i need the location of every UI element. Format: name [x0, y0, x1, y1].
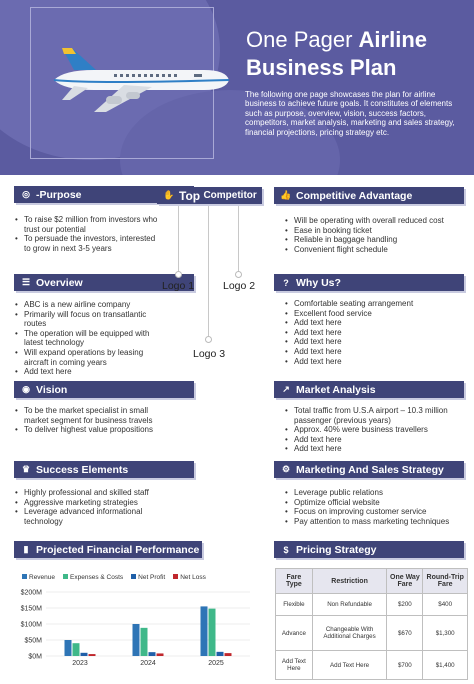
bar: [141, 628, 148, 656]
legend-label: Expenses & Costs: [70, 574, 124, 581]
list-item: • To deliver highest value propositions: [14, 425, 164, 435]
list-item: • Add text here: [284, 328, 456, 338]
bar: [157, 653, 164, 656]
list-item: • ABC is a new airline company: [14, 300, 164, 310]
overview-header: ☰ Overview: [14, 274, 194, 291]
connector-dot: [175, 271, 182, 278]
table-cell: $200: [387, 594, 423, 616]
bar: [217, 652, 224, 656]
list-item: • Excellent food service: [284, 309, 456, 319]
list-item: • Leverage advanced informational technology: [14, 507, 164, 526]
pricing-header: $ Pricing Strategy: [274, 541, 464, 558]
list-item: • To persuade the investors, interested to grow in next 3-5 years: [14, 234, 164, 253]
connector-line: [208, 206, 209, 336]
list-item: • Comfortable seating arrangement: [284, 299, 456, 309]
competitor-logo-1: Logo 1: [162, 280, 195, 292]
y-tick-label: $50M: [24, 637, 42, 645]
list-item: • Add text here: [284, 337, 456, 347]
table-cell: Changeable With Additional Charges: [312, 616, 387, 651]
bar: [209, 609, 216, 656]
table-cell: Add Text Here: [312, 651, 387, 680]
hero-banner: [0, 0, 474, 175]
list-item: • Leverage public relations: [284, 488, 464, 498]
legend-label: Revenue: [29, 574, 56, 581]
competitor-logo-3: Logo 3: [193, 348, 226, 360]
connector-line: [238, 206, 239, 272]
bar: [73, 643, 80, 656]
financial-header: ▮ Projected Financial Performance: [14, 541, 202, 558]
question-icon: ?: [283, 277, 289, 288]
y-tick-label: $100M: [20, 621, 42, 629]
legend-label: Net Profit: [138, 574, 166, 581]
list-item: • The operation will be equipped with latest technology: [14, 329, 164, 348]
list-icon: ☰: [21, 277, 31, 287]
whyus-header: ? Why Us?: [274, 274, 464, 291]
money-icon: $: [283, 544, 289, 555]
x-tick-label: 2024: [140, 660, 156, 667]
table-cell: $670: [387, 616, 423, 651]
list-item: • Add text here: [284, 347, 456, 357]
list-item: • To raise $2 million from investors who trust our potential: [14, 215, 164, 234]
target-icon: ◎: [22, 189, 30, 199]
connector-dot: [235, 271, 242, 278]
list-item: • Aggressive marketing strategies: [14, 498, 164, 508]
thumbs-up-icon: 👍: [280, 190, 292, 200]
marketing-header: ⚙ Marketing And Sales Strategy: [274, 461, 464, 478]
list-item: • Highly professional and skilled staff: [14, 488, 164, 498]
list-item: • Add text here: [284, 357, 456, 367]
success-header: ♛ Success Elements: [14, 461, 194, 478]
table-header-row: [276, 569, 468, 594]
gear-icon: ⚙: [281, 464, 291, 474]
eye-icon: ◉: [22, 384, 30, 394]
list-item: • Optimize official website: [284, 498, 464, 508]
bar: [65, 640, 72, 656]
vision-header: ◉ Vision: [14, 381, 194, 398]
table-header: Fare Type: [276, 569, 313, 594]
legend-label: Net Loss: [180, 574, 206, 581]
list-item: • Add text here: [14, 367, 164, 377]
market-header: ↗ Market Analysis: [274, 381, 464, 398]
connector-line: [178, 206, 179, 272]
y-tick-label: $200M: [20, 589, 42, 597]
table-header: One Way Fare: [387, 569, 423, 594]
list-item: • Will be operating with overall reduced cost: [284, 216, 456, 226]
list-item: • Reliable in baggage handling: [284, 235, 456, 245]
competitor-logo-2: Logo 2: [223, 280, 256, 292]
table-cell: Advance: [276, 616, 313, 651]
table-cell: Non Refundable: [312, 594, 387, 616]
competitor-header: ✋ Top Competitor: [157, 187, 262, 204]
pricing-table: [275, 568, 468, 680]
bar-chart-icon: ▮: [23, 544, 29, 554]
x-tick-label: 2023: [72, 660, 88, 667]
bar: [81, 653, 88, 656]
purpose-list: [14, 215, 164, 253]
table-cell: $700: [387, 651, 423, 680]
bar: [149, 652, 156, 656]
list-item: • Focus on improving customer service: [284, 507, 464, 517]
table-cell: Add Text Here: [276, 651, 313, 680]
whyus-list: [284, 299, 456, 366]
bar: [89, 654, 96, 656]
list-item: • Approx. 40% were business travellers: [284, 425, 456, 435]
table-row: [276, 616, 468, 651]
y-tick-label: $0M: [28, 653, 42, 661]
table-row: [276, 594, 468, 616]
table-cell: $1,300: [423, 616, 468, 651]
x-tick-label: 2025: [208, 660, 224, 667]
table-header: Restriction: [312, 569, 387, 594]
purpose-header: ◎ -Purpose: [14, 186, 194, 203]
connector-dot: [205, 336, 212, 343]
list-item: • Ease in booking ticket: [284, 226, 456, 236]
bar: [225, 653, 232, 656]
list-item: • Convenient flight schedule: [284, 245, 456, 255]
advantage-header: 👍 Competitive Advantage: [274, 187, 464, 204]
table-cell: Flexible: [276, 594, 313, 616]
marketing-list: [284, 488, 464, 526]
list-item: • Will expand operations by leasing aircraft in coming years: [14, 348, 164, 367]
bar: [133, 624, 140, 656]
success-list: [14, 488, 164, 526]
trophy-icon: ♛: [21, 464, 31, 474]
financial-chart: [0, 568, 262, 684]
market-list: [284, 406, 456, 454]
list-item: • Add text here: [284, 444, 456, 454]
bar: [201, 606, 208, 656]
list-item: • Add text here: [284, 435, 456, 445]
list-item: • Add text here: [284, 318, 456, 328]
table-header: Round-Trip Fare: [423, 569, 468, 594]
chart-icon: ↗: [282, 384, 290, 394]
list-item: • Pay attention to mass marketing techniques: [284, 517, 464, 527]
airplane-image: [34, 40, 234, 120]
page-title: One Pager Airline Business Plan: [246, 27, 427, 80]
overview-list: [14, 300, 164, 377]
list-item: • Primarily will focus on transatlantic routes: [14, 310, 164, 329]
table-row: [276, 651, 468, 680]
list-item: • To be the market specialist in small market segment for business travels: [14, 406, 164, 425]
advantage-list: [284, 216, 456, 254]
list-item: • Total traffic from U.S.A airport – 10.3 million passenger (previous years): [284, 406, 456, 425]
table-cell: $1,400: [423, 651, 468, 680]
table-cell: $400: [423, 594, 468, 616]
handshake-icon: ✋: [163, 190, 175, 200]
y-tick-label: $150M: [20, 605, 42, 613]
page-description: The following one page showcases the plan for airline business to achieve future goals. It constitutes of elements such as purpose, overview, vision, success factors, competitors, market analysis, marketing and sales strategy, financial projections, pricing strategy etc.: [245, 90, 455, 137]
vision-list: [14, 406, 164, 435]
